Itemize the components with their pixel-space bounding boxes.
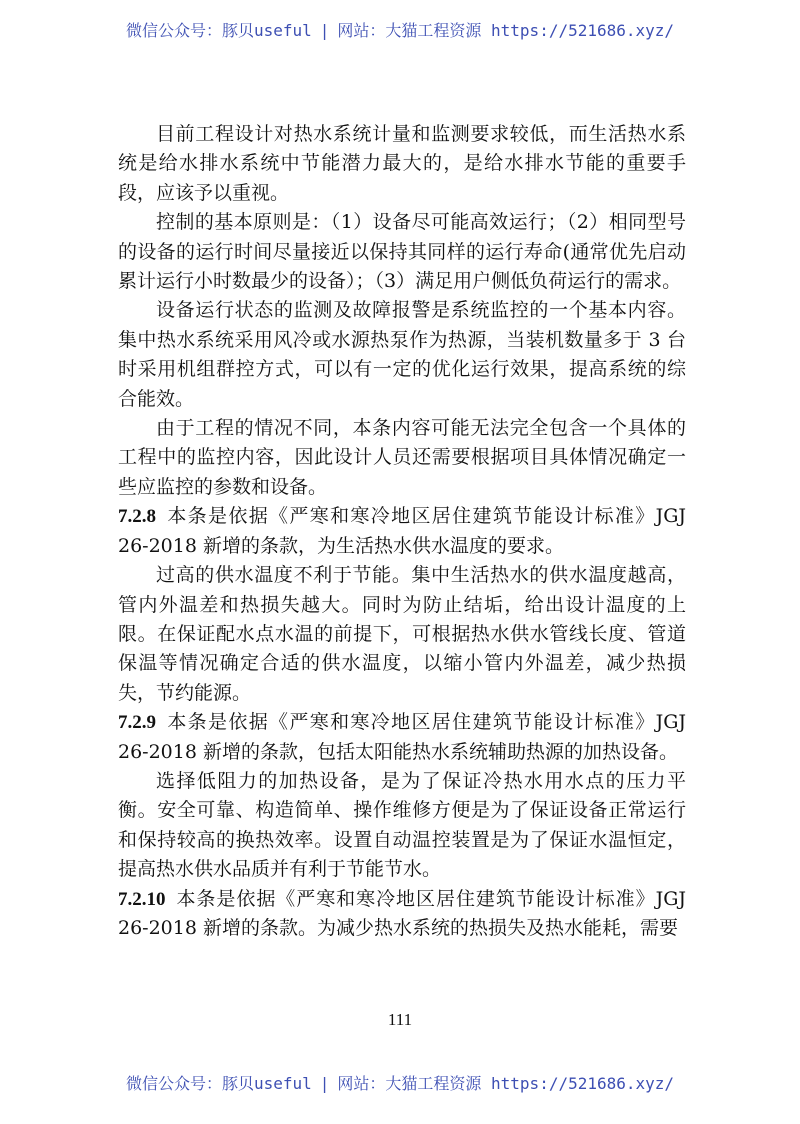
watermark-wechat: 微信公众号：豚贝useful (125, 21, 312, 40)
clause-paragraph: 7.2.10 本条是依据《严寒和寒冷地区居住建筑节能设计标准》JGJ 26-2018 新增的条款。为减少热水系统的热损失及热水能耗，需要 (118, 887, 686, 939)
watermark-website: 网站：大猫工程资源 https://521686.xyz/ (337, 1074, 675, 1093)
watermark-separator: | (319, 21, 330, 40)
page-number: 111 (387, 1010, 413, 1029)
paragraph: 过高的供水温度不利于节能。集中生活热水的供水温度越高，管内外温差和热损失越大。同时为防止结垢，给出设计温度的上限。在保证配水点水温的前提下，可根据热水供水管线长度、管道保温等情况确定合适的供水温度，以缩小管内外温差，减少热损失，节约能源。 (118, 564, 686, 704)
header-watermark (0, 18, 800, 41)
paragraph: 控制的基本原则是：（1）设备尽可能高效运行；（2）相同型号的设备的运行时间尽量接近以保持其同样的运行寿命(通常优先启动累计运行小时数最少的设备）；（3）满足用户侧低负荷运行的需求。 (118, 211, 686, 293)
page-body (118, 120, 686, 943)
clause-paragraph: 7.2.9 本条是依据《严寒和寒冷地区居住建筑节能设计标准》JGJ 26-2018 新增的条款，包括太阳能热水系统辅助热源的加热设备。 (118, 711, 686, 763)
paragraph: 由于工程的情况不同，本条内容可能无法完全包含一个具体的工程中的监控内容，因此设计人员还需要根据项目具体情况确定一些应监控的参数和设备。 (118, 417, 686, 498)
watermark-wechat: 微信公众号：豚贝useful (125, 1074, 312, 1093)
clause-number: 7.2.8 (118, 506, 156, 528)
watermark-website: 网站：大猫工程资源 https://521686.xyz/ (337, 21, 675, 40)
clause-paragraph: 7.2.8 本条是依据《严寒和寒冷地区居住建筑节能设计标准》JGJ 26-2018 新增的条款，为生活热水供水温度的要求。 (118, 505, 686, 557)
paragraph: 选择低阻力的加热设备，是为了保证冷热水用水点的压力平衡。安全可靠、构造简单、操作维修方便是为了保证设备正常运行和保持较高的换热效率。设置自动温控装置是为了保证水温恒定，提高热水供水品质并有利于节能节水。 (118, 769, 686, 881)
watermark-separator: | (319, 1074, 330, 1093)
clause-number: 7.2.10 (118, 888, 166, 910)
clause-number: 7.2.9 (118, 712, 156, 734)
paragraph: 目前工程设计对热水系统计量和监测要求较低，而生活热水系统是给水排水系统中节能潜力最大的，是给水排水节能的重要手段，应该予以重视。 (118, 123, 686, 204)
footer-watermark (0, 1071, 800, 1094)
paragraph: 设备运行状态的监测及故障报警是系统监控的一个基本内容。集中热水系统采用风冷或水源热泵作为热源，当装机数量多于 3 台时采用机组群控方式，可以有一定的优化运行效果，提高系统的综合能效。 (118, 299, 686, 410)
